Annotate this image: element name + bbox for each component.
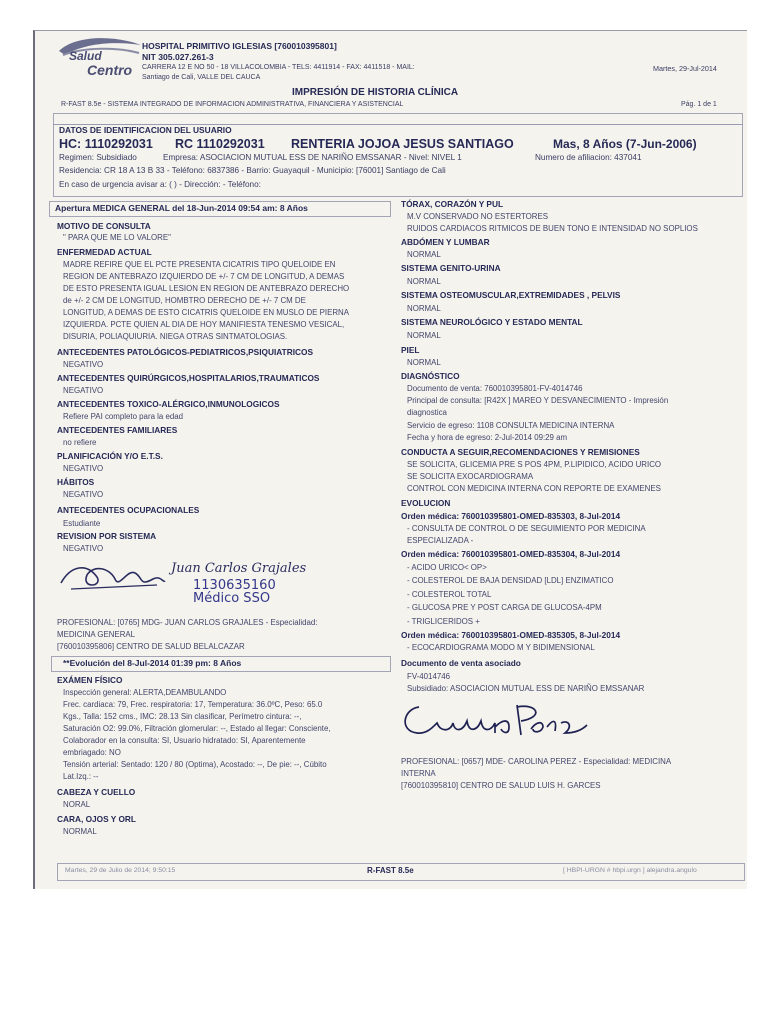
genito-value: NORMAL <box>407 277 441 286</box>
enfermedad-line: LONGITUD, A DEMAS DE ESTO CICATRIS QUELOIDE EN MUSLO DE PIERNA <box>63 308 350 317</box>
examen-line: Inspección general: ALERTA,DEAMBULANDO <box>63 688 227 697</box>
torax-line: RUIDOS CARDIACOS RITMICOS DE BUEN TONO E INTENSIDAD NO SOPLIOS <box>407 224 698 233</box>
ant-quir-value: NEGATIVO <box>63 386 104 395</box>
patient-section-title: DATOS DE IDENTIFICACION DEL USUARIO <box>59 125 232 135</box>
subsidiado-value: Subsidiado: ASOCIACION MUTUAL ESS DE NARIÑO EMSSANAR <box>407 684 645 693</box>
ant-tox-value: Refiere PAI completo para la edad <box>63 412 184 421</box>
patient-urgencia: En caso de urgencia avisar a: ( ) - Dirección: - Teléfono: <box>59 180 261 189</box>
patient-residencia: Residencia: CR 18 A 13 B 33 - Teléfono: 6837386 - Barrio: Guayaquil - Municipio: [76001] Santiago de Cali <box>59 166 446 175</box>
cabeza-title: CABEZA Y CUELLO <box>57 787 136 797</box>
examen-line: Lat.Izq.: -- <box>63 772 99 781</box>
diag-title: DIAGNÓSTICO <box>401 371 460 381</box>
system-name: R-FAST 8.5e - SISTEMA INTEGRADO DE INFORMACION ADMINISTRATIVA, FINANCIERA Y ASISTENCIAL <box>61 101 404 108</box>
cabeza-value: NORAL <box>63 800 91 809</box>
habitos-title: HÁBITOS <box>57 477 95 487</box>
diag-line: Principal de consulta: [R42X ] MAREO Y DESVANECIMIENTO - Impresión <box>407 396 669 405</box>
stamp-title: Médico SSO <box>193 591 271 606</box>
orden-2-item: - COLESTEROL TOTAL <box>407 590 492 599</box>
torax-title: TÓRAX, CORAZÓN Y PUL <box>401 199 504 209</box>
ant-quir-title: ANTECEDENTES QUIRÚRGICOS,HOSPITALARIOS,TRAUMATICOS <box>57 373 320 383</box>
patient-rc: RC 1110292031 <box>175 137 265 151</box>
conducta-title: CONDUCTA A SEGUIR,RECOMENDACIONES Y REMISIONES <box>401 447 640 457</box>
stamp-number: 1130635160 <box>193 578 276 593</box>
hospital-city: Santiago de Cali, VALLE DEL CAUCA <box>142 74 261 81</box>
evol-title: EVOLUCION <box>401 498 451 508</box>
examen-line: Tensión arterial: Sentado: 120 / 80 (Optima), Acostado: --, De pie: --, Cúbito <box>63 760 327 769</box>
diag-line: Fecha y hora de egreso: 2-Jul-2014 09:29 am <box>407 433 568 442</box>
cara-title: CARA, OJOS Y ORL <box>57 814 136 824</box>
footer-right: [ HBPI-URGN # hbpi.urgn ] alejandra.angulo <box>563 867 697 874</box>
examen-line: Frec. cardiaca: 79, Frec. respiratoria: 17, Temperatura: 36.0ºC, Peso: 65.0 <box>63 700 323 709</box>
enfermedad-line: DE ESTO PRESENTA IGUAL LESION EN REGION DE ANTEBRAZO DERECHO <box>63 284 350 293</box>
patient-hc: HC: 1110292031 <box>59 137 153 151</box>
osteo-value: NORMAL <box>407 304 441 313</box>
footer-left: Martes, 29 de Julio de 2014; 9:50:15 <box>65 867 176 874</box>
plan-value: NEGATIVO <box>63 464 104 473</box>
logo-word-top: Salud <box>69 49 102 63</box>
evolucion-header: **Evolución del 8-Jul-2014 01:39 pm: 8 Años <box>63 658 242 668</box>
orden-1: Orden médica: 760010395801-OMED-835303, 8-Jul-2014 <box>401 511 621 521</box>
motivo-title: MOTIVO DE CONSULTA <box>57 221 151 231</box>
abdomen-title: ABDÓMEN Y LUMBAR <box>401 237 490 247</box>
conducta-line: SE SOLICITA, GLICEMIA PRE S POS 4PM, P.LIPIDICO, ACIDO URICO <box>407 460 662 469</box>
motivo-value: " PARA QUE ME LO VALORE" <box>63 233 171 242</box>
diag-line: Documento de venta: 760010395801-FV-4014746 <box>407 384 583 393</box>
patient-afiliacion: Numero de afiliacion: 437041 <box>535 153 642 162</box>
ant-pato-title: ANTECEDENTES PATOLÓGICOS-PEDIATRICOS,PSIQUIATRICOS <box>57 347 313 357</box>
prof-grajales-line: [760010395806] CENTRO DE SALUD BELALCAZAR <box>57 642 245 651</box>
diag-line: Servicio de egreso: 1108 CONSULTA MEDICINA INTERNA <box>407 421 615 430</box>
orden-3-item: - ECOCARDIOGRAMA MODO M Y BIDIMENSIONAL <box>407 643 595 652</box>
neuro-value: NORMAL <box>407 331 441 340</box>
ant-tox-title: ANTECEDENTES TOXICO-ALÉRGICO,INMUNOLOGICOS <box>57 399 280 409</box>
examen-line: Saturación O2: 99.0%, Filtración glomerular: --, Estado al llegar: Consciente, <box>63 724 331 733</box>
docventa-value: FV-4014746 <box>407 672 450 681</box>
piel-title: PIEL <box>401 345 420 355</box>
signature-carolina-perez <box>397 697 607 743</box>
genito-title: SISTEMA GENITO-URINA <box>401 263 501 273</box>
osteo-title: SISTEMA OSTEOMUSCULAR,EXTREMIDADES , PELVIS <box>401 290 621 300</box>
orden-1-item: ESPECIALIZADA - <box>407 536 474 545</box>
orden-3: Orden médica: 760010395801-OMED-835305, 8-Jul-2014 <box>401 630 621 640</box>
hospital-nit: NIT 305.027.261-3 <box>142 52 214 62</box>
examen-line: Colaborador en la consulta: SI, Usuario hidratado: SI, Aparentemente <box>63 736 306 745</box>
enfermedad-line: MADRE REFIRE QUE EL PCTE PRESENTA CICATRIS TIPO QUELOIDE EN <box>63 260 336 269</box>
patient-name: RENTERIA JOJOA JESUS SANTIAGO <box>291 137 514 151</box>
patient-sex-age: Mas, 8 Años (7-Jun-2006) <box>553 137 697 151</box>
patient-empresa: Empresa: ASOCIACION MUTUAL ESS DE NARIÑO EMSSANAR - Nivel: NIVEL 1 <box>163 153 462 162</box>
enfermedad-title: ENFERMEDAD ACTUAL <box>57 247 152 257</box>
revision-title: REVISION POR SISTEMA <box>57 531 157 541</box>
examen-title: EXÁMEN FÍSICO <box>57 675 123 685</box>
plan-title: PLANIFICACIÓN Y/O E.T.S. <box>57 451 163 461</box>
enfermedad-line: REGION DE ANTEBRAZO IZQUIERDO DE +/- 7 CM DE LONGITUD, A DEMAS <box>63 272 345 281</box>
orden-2: Orden médica: 760010395801-OMED-835304, 8-Jul-2014 <box>401 549 621 559</box>
ant-fam-value: no refiere <box>63 438 97 447</box>
prof-grajales-line: PROFESIONAL: [0765] MDG- JUAN CARLOS GRAJALES - Especialidad: <box>57 618 318 627</box>
enfermedad-line: IZQUIERDA. PCTE QUIEN AL DIA DE HOY MANIFIESTA TENESMO VESICAL, <box>63 320 345 329</box>
abdomen-value: NORMAL <box>407 250 441 259</box>
docventa-title: Documento de venta asociado <box>401 658 521 668</box>
neuro-title: SISTEMA NEUROLÓGICO Y ESTADO MENTAL <box>401 317 583 327</box>
orden-2-item: - GLUCOSA PRE Y POST CARGA DE GLUCOSA-4PM <box>407 603 602 612</box>
salud-centro-logo <box>55 33 143 83</box>
logo-word-bottom: Centro <box>87 62 133 78</box>
conducta-line: SE SOLICITA EXOCARDIOGRAMA <box>407 472 534 481</box>
footer-center: R-FAST 8.5e <box>367 866 414 875</box>
prof-perez-line: INTERNA <box>401 769 436 778</box>
document-title: IMPRESIÓN DE HISTORIA CLÍNICA <box>292 87 459 98</box>
page-number: Pág. 1 de 1 <box>681 101 717 108</box>
diag-line: diagnostica <box>407 408 447 417</box>
ant-fam-title: ANTECEDENTES FAMILIARES <box>57 425 178 435</box>
piel-value: NORMAL <box>407 358 441 367</box>
patient-regimen: Regimen: Subsidiado <box>59 153 137 162</box>
ocup-value: Estudiante <box>63 519 101 528</box>
examen-line: embriagado: NO <box>63 748 121 757</box>
clinical-history-document <box>33 30 747 889</box>
enfermedad-line: DISURIA, POLIAQUIURIA. NIEGA OTRAS SINTMATOLOGIAS. <box>63 332 288 341</box>
prof-grajales-line: MEDICINA GENERAL <box>57 630 136 639</box>
revision-value: NEGATIVO <box>63 544 104 553</box>
orden-2-item: - ACIDO URICO< OP> <box>407 563 487 572</box>
ant-pato-value: NEGATIVO <box>63 360 104 369</box>
enfermedad-line: de +/- 2 CM DE LONGITUD, HOMBTRO DERECHO DE +/- 7 CM DE <box>63 296 306 305</box>
apertura-header: Apertura MEDICA GENERAL del 18-Jun-2014 09:54 am: 8 Años <box>55 203 308 213</box>
conducta-line: CONTROL CON MEDICINA INTERNA CON REPORTE DE EXAMENES <box>407 484 661 493</box>
ocup-title: ANTECEDENTES OCUPACIONALES <box>57 505 200 515</box>
habitos-value: NEGATIVO <box>63 490 104 499</box>
orden-2-item: - COLESTEROL DE BAJA DENSIDAD [LDL] ENZIMATICO <box>407 576 614 585</box>
hospital-address: CARRERA 12 E NO 50 - 18 VILLACOLOMBIA - TELS: 4411914 - FAX: 4411518 - MAIL: <box>142 64 415 71</box>
hospital-name: HOSPITAL PRIMITIVO IGLESIAS [760010395801] <box>142 41 337 51</box>
orden-2-item: - TRIGLICERIDOS + <box>407 617 480 626</box>
orden-1-item: - CONSULTA DE CONTROL O DE SEGUIMIENTO POR MEDICINA <box>407 524 646 533</box>
torax-line: M.V CONSERVADO NO ESTERTORES <box>407 212 549 221</box>
prof-perez-line: [760010395810] CENTRO DE SALUD LUIS H. GARCES <box>401 781 601 790</box>
cara-value: NORMAL <box>63 827 97 836</box>
print-date: Martes, 29-Jul-2014 <box>653 64 717 73</box>
signature-scribble-grajales <box>57 559 167 595</box>
signature-name-grajales: Juan Carlos Grajales <box>171 561 307 576</box>
prof-perez-line: PROFESIONAL: [0657] MDE- CAROLINA PEREZ - Especialidad: MEDICINA <box>401 757 672 766</box>
examen-line: Kgs., Talla: 152 cms., IMC: 28.13 Sin clasificar, Perímetro cintura: --, <box>63 712 302 721</box>
